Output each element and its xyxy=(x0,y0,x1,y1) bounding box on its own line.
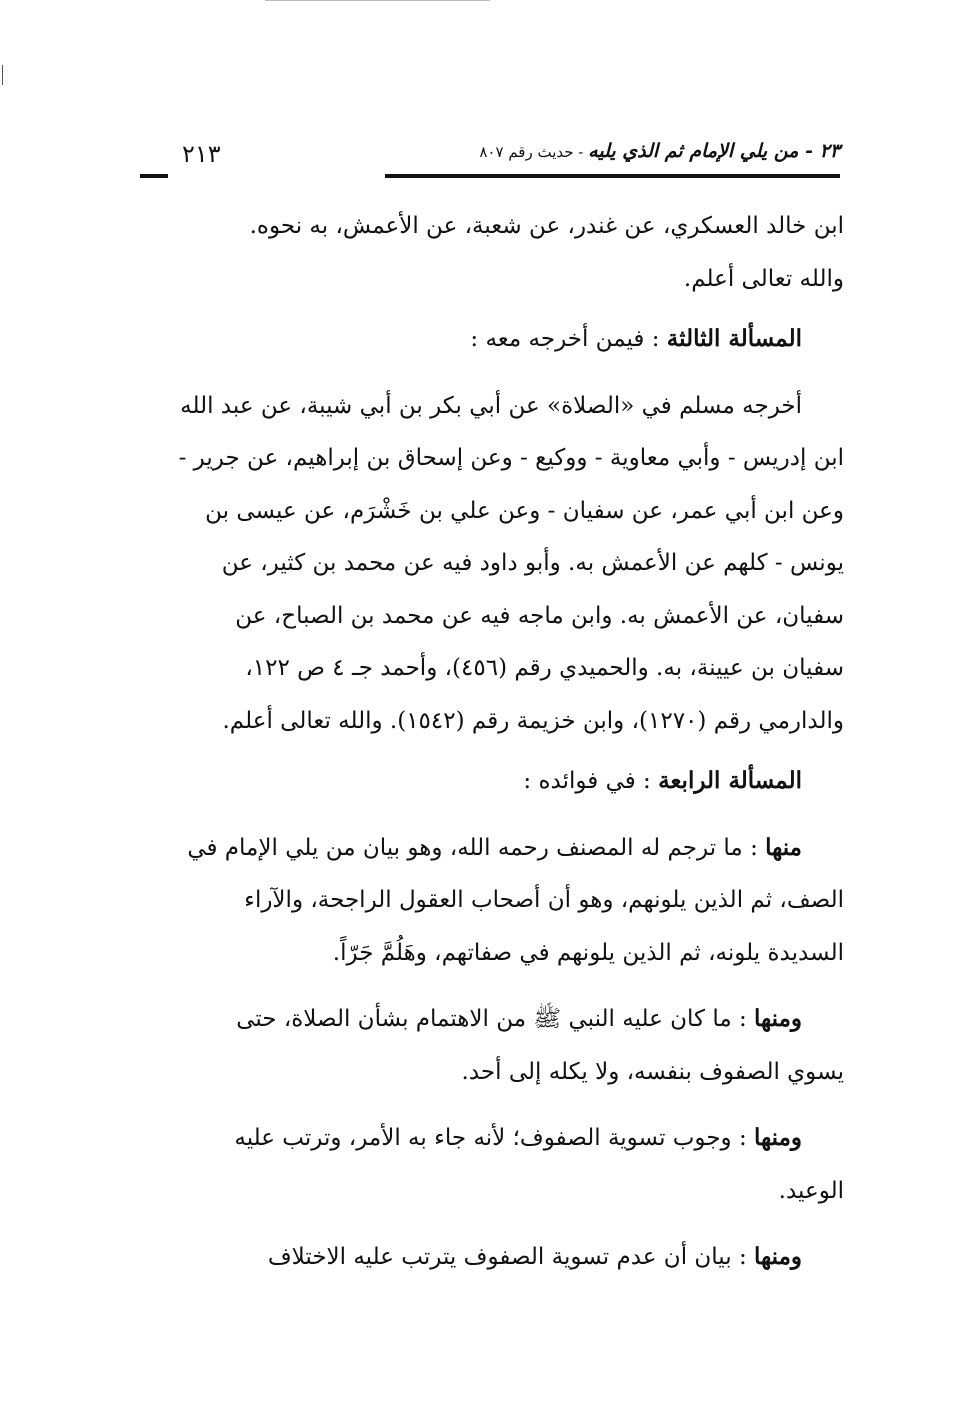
text-line: وعن ابن أبي عمر، عن سفيان - وعن علي بن خَشْرَم، عن عيسى بن xyxy=(205,497,844,524)
text-line: ابن إدريس - وأبي معاوية - ووكيع - وعن إسحاق بن إبراهيم، عن جرير - xyxy=(178,445,844,471)
section-heading-3 xyxy=(138,313,844,366)
chapter-title: ٢٣ - من يلي الإمام ثم الذي يليه xyxy=(588,140,840,162)
page-header xyxy=(140,140,840,184)
text-line: سفيان بن عيينة، به. والحميدي رقم (٤٥٦)، وأحمد جـ ٤ ص ١٢٢، xyxy=(245,655,844,681)
hadith-reference: - حديث رقم ٨٠٧ xyxy=(479,143,589,161)
page-number: ٢١٣ xyxy=(182,140,221,168)
section-label: المسألة الثالثة xyxy=(666,325,802,352)
benefit-line xyxy=(138,993,844,1046)
benefit-line xyxy=(138,1231,844,1284)
running-title xyxy=(479,140,840,162)
page-body xyxy=(138,200,844,1284)
benefit-lead: ومنها xyxy=(754,1243,802,1270)
benefit-lead: منها xyxy=(765,833,802,861)
benefit-line: يسوي الصفوف بنفسه، ولا يكله إلى أحد. xyxy=(461,1058,844,1085)
benefit-lead: ومنها xyxy=(754,1005,802,1032)
text-line: والدارمي رقم (١٢٧٠)، وابن خزيمة رقم (١٥٤٢). والله تعالى أعلم. xyxy=(222,707,844,734)
benefit-text: : بيان أن عدم تسوية الصفوف يترتب عليه الاختلاف xyxy=(267,1244,755,1270)
benefit-text: : وجوب تسوية الصفوف؛ لأنه جاء به الأمر، وترتب عليه xyxy=(234,1125,755,1151)
section-label: المسألة الرابعة xyxy=(658,767,802,794)
benefit-text: : ما ترجم له المصنف رحمه الله، وهو بيان من يلي الإمام في xyxy=(187,834,766,861)
benefit-line: الصف، ثم الذين يلونهم، وهو أن أصحاب العقول الراجحة، والآراء xyxy=(244,887,844,913)
benefit-line xyxy=(138,822,844,875)
scan-edge-line xyxy=(265,0,490,1)
section-title: : فيمن أخرجه معه : xyxy=(470,326,667,352)
header-rule xyxy=(385,174,840,178)
benefit-text: : ما كان عليه النبي ﷺ من الاهتمام بشأن الصلاة، حتى xyxy=(236,1006,755,1032)
section-heading-4 xyxy=(138,755,844,808)
page-number-rule xyxy=(140,174,168,178)
benefit-line xyxy=(138,1112,844,1165)
text-line: أخرجه مسلم في «الصلاة» عن أبي بكر بن أبي شيبة، عن عبد الله xyxy=(180,392,802,419)
benefit-lead: ومنها xyxy=(754,1124,802,1151)
text-line: سفيان، عن الأعمش به. وابن ماجه فيه عن محمد بن الصباح، عن xyxy=(235,602,844,629)
benefit-line: الوعيد. xyxy=(778,1177,844,1204)
benefit-line: السديدة يلونه، ثم الذين يلونهم في صفاتهم، وهَلُمَّ جَرّاً. xyxy=(332,939,844,966)
text-line: والله تعالى أعلم. xyxy=(683,265,844,292)
text-line: ابن خالد العسكري، عن غندر، عن شعبة، عن الأعمش، به نحوه. xyxy=(249,213,844,239)
text-line: يونس - كلهم عن الأعمش به. وأبو داود فيه عن محمد بن كثير، عن xyxy=(221,550,844,576)
section-title: : في فوائده : xyxy=(523,768,659,794)
scan-edge-mark xyxy=(2,65,3,85)
